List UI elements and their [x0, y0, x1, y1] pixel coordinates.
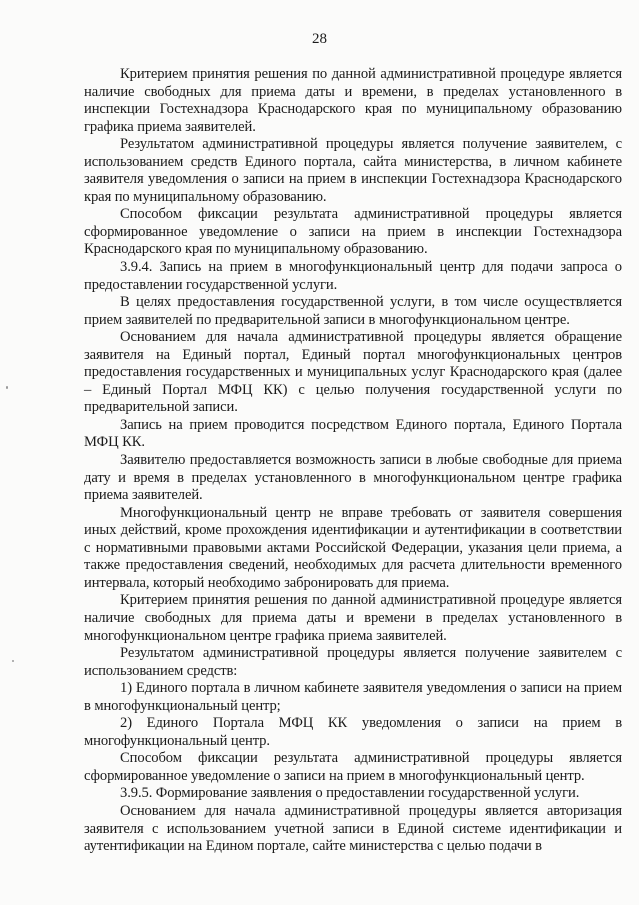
- section-heading: 3.9.4. Запись на прием в многофункциональный центр для подачи запроса о предоставлении государственной услуги.: [84, 259, 622, 293]
- paragraph: Способом фиксации результата административной процедуры является сформированное уведомление о записи на прием в инспекции Гостехнадзора Краснодарского края по муниципальному образованию.: [84, 206, 622, 258]
- paragraph: Запись на прием проводится посредством Единого портала, Единого Портала МФЦ КК.: [84, 416, 622, 451]
- paragraph: Результатом административной процедуры является получение заявителем, с использованием средств Единого портала, сайта министерства, в личном кабинете заявителя уведомления о записи на прием в инспекции Гостехнадзора Краснодарского края по муниципальному образованию.: [84, 136, 622, 205]
- paragraph: Критерием принятия решения по данной административной процедуре является наличие свободных для приема даты и времени, в пределах установленного в инспекции Гостехнадзора Краснодарского края по муниципальному образованию графика приема заявителей.: [84, 66, 622, 135]
- paragraph: Заявителю предоставляется возможность записи в любые свободные для приема дату и время в пределах установленного в многофункциональном центре графика приема заявителей.: [84, 452, 622, 504]
- scan-speck: [12, 660, 14, 662]
- scan-speck: [6, 386, 8, 389]
- paragraph: Критерием принятия решения по данной административной процедуре является наличие свободных для приема даты и времени в пределах установленного в многофункциональном центре графика приема заявителей.: [84, 592, 622, 644]
- paragraph: Основанием для начала административной процедуры является авторизация заявителя с использованием учетной записи в Единой системе идентификации и аутентификации на Едином портале, сайте министерства с целью подачи в: [84, 802, 622, 855]
- paragraph: Многофункциональный центр не вправе требовать от заявителя совершения иных действий, кроме прохождения идентификации и аутентификации в соответствии с нормативными правовыми актами Российской Федерации, указания цели приема, а также предоставления сведений, необходимых для расчета длительности временного интервала, который необходимо забронировать для приема.: [84, 504, 622, 591]
- paragraph: В целях предоставления государственной услуги, в том числе осуществляется прием заявителей по предварительной записи в многофункциональном центре.: [84, 294, 622, 328]
- section-heading: 3.9.5. Формирование заявления о предоставлении государственной услуги.: [120, 785, 580, 802]
- document-body: [84, 66, 622, 856]
- paragraph: Основанием для начала административной процедуры является обращение заявителя на Единый портал, Единый портал многофункциональных центров предоставления государственных и муниципальных услуг Краснодарского края (далее – Единый Портал МФЦ КК) с целью получения государственной услуги по предварительной записи.: [84, 329, 622, 416]
- paragraph: Способом фиксации результата административной процедуры является сформированное уведомление о записи на прием в многофункциональный центр.: [84, 750, 622, 784]
- list-item: 1) Единого портала в личном кабинете заявителя уведомления о записи на прием в многофункциональный центр;: [84, 680, 622, 714]
- paragraph: Результатом административной процедуры является получение заявителем с использованием средств:: [84, 645, 622, 679]
- page-number: 28: [312, 31, 327, 47]
- list-item: 2) Единого Портала МФЦ КК уведомления о записи на прием в многофункциональный центр.: [84, 715, 622, 749]
